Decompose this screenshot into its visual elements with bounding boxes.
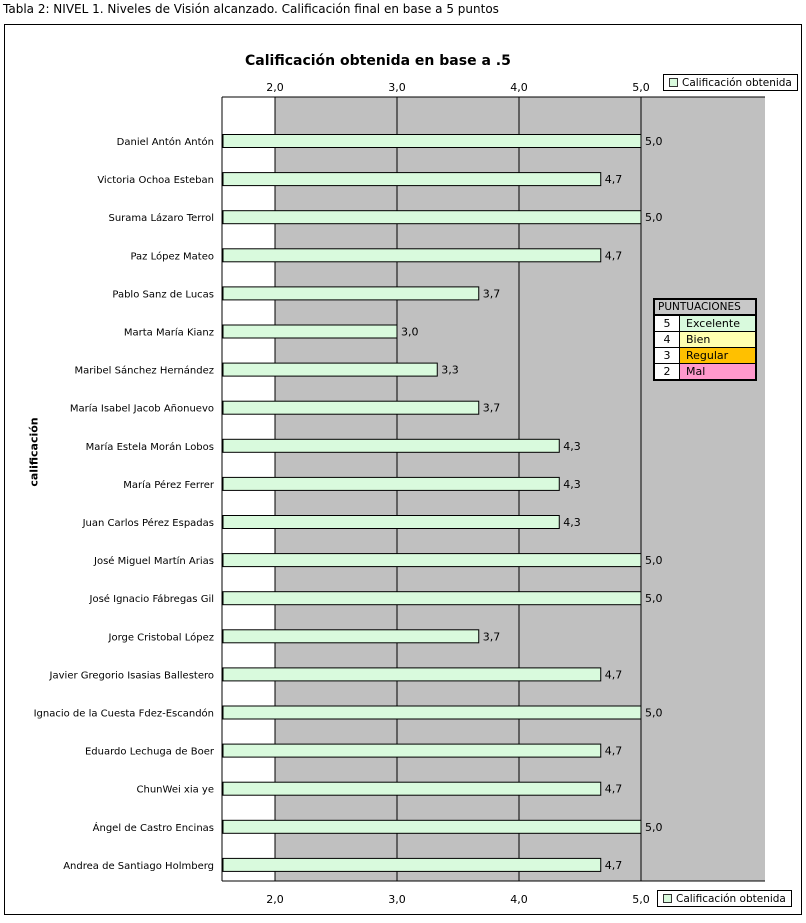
bar [223, 630, 479, 643]
category-label: Jorge Cristobal López [108, 632, 214, 644]
bar [223, 325, 397, 338]
bar-value-label: 4,7 [604, 858, 623, 872]
puntuaciones-num: 4 [655, 332, 680, 347]
bar-value-label: 3,7 [482, 630, 501, 644]
bar [223, 820, 641, 833]
bar-value-label: 4,3 [563, 516, 581, 529]
bar [223, 592, 641, 605]
category-label: Pablo Sanz de Lucas [112, 289, 214, 301]
bar-value-label: 4,7 [604, 173, 623, 187]
x-tick-label-top: 5,0 [632, 81, 650, 94]
puntuaciones-table [653, 298, 757, 381]
category-label: Javier Gregorio Isasias Ballestero [49, 670, 214, 682]
chart-title: Calificación obtenida en base a .5 [245, 53, 511, 69]
bar-value-label: 4,3 [563, 439, 581, 453]
puntuaciones-num: 3 [655, 348, 680, 363]
bar [223, 135, 641, 148]
bar [223, 287, 479, 300]
x-tick-label-bottom: 3,0 [388, 893, 406, 906]
puntuaciones-row [655, 347, 755, 363]
bar-value-label: 4,7 [604, 782, 623, 796]
bar [223, 439, 559, 452]
bar [223, 554, 641, 567]
category-label: Marta María Kianz [123, 327, 214, 339]
category-label: Daniel Antón Antón [116, 137, 214, 148]
puntuaciones-row [655, 331, 755, 347]
bar-value-label: 4,3 [563, 477, 581, 491]
category-label: Juan Carlos Pérez Espadas [82, 518, 214, 529]
bar-value-label: 3,3 [441, 363, 459, 377]
bar-value-label: 5,0 [645, 592, 663, 606]
x-tick-label-bottom: 5,0 [632, 893, 650, 906]
puntuaciones-title: PUNTUACIONES [655, 300, 755, 315]
category-label: María Pérez Ferrer [123, 479, 214, 491]
bar [223, 668, 601, 681]
bar-value-label: 3,0 [401, 325, 419, 339]
y-axis-label: calificación [27, 417, 41, 487]
puntuaciones-num: 5 [655, 316, 680, 331]
category-label: Ángel de Castro Encinas [92, 822, 214, 834]
category-label: Ignacio de la Cuesta Fdez-Escandón [33, 708, 214, 720]
puntuaciones-row [655, 315, 755, 331]
bar-value-label: 5,0 [645, 706, 663, 720]
x-tick-label-top: 2,0 [266, 81, 284, 94]
x-tick-label-bottom: 4,0 [510, 893, 528, 906]
bar-value-label: 5,0 [645, 820, 663, 834]
bar [223, 401, 479, 414]
puntuaciones-row [655, 363, 755, 379]
puntuaciones-label: Mal [680, 364, 755, 379]
legend-label: Calificación obtenida [682, 76, 792, 89]
bar-value-label: 4,7 [604, 744, 623, 758]
category-label: Maribel Sánchez Hernández [74, 365, 214, 377]
bar-value-label: 3,7 [482, 287, 501, 301]
bar-value-label: 5,0 [645, 211, 663, 225]
puntuaciones-label: Bien [680, 332, 755, 347]
bar [223, 249, 601, 262]
legend-label: Calificación obtenida [676, 892, 786, 905]
category-label: José Miguel Martín Arias [94, 556, 214, 568]
bar [223, 211, 641, 224]
category-label: Paz López Mateo [130, 251, 214, 263]
x-tick-label-bottom: 2,0 [266, 893, 284, 906]
x-tick-label-top: 3,0 [388, 81, 406, 94]
bar [223, 516, 559, 529]
category-label: Victoria Ochoa Esteban [97, 175, 214, 187]
bar-value-label: 3,7 [482, 401, 501, 415]
bar-value-label: 5,0 [645, 135, 663, 148]
bar [223, 744, 601, 757]
puntuaciones-num: 2 [655, 364, 680, 379]
category-label: Andrea de Santiago Holmberg [63, 860, 214, 872]
category-label: María Estela Morán Lobos [85, 441, 214, 453]
x-tick-label-top: 4,0 [510, 81, 528, 94]
category-label: Eduardo Lechuga de Boer [84, 746, 214, 758]
bar [223, 858, 601, 871]
bar-value-label: 5,0 [645, 554, 663, 568]
category-label: María Isabel Jacob Añonuevo [69, 403, 214, 415]
table-caption: Tabla 2: NIVEL 1. Niveles de Visión alcanzado. Calificación final en base a 5 puntos [3, 2, 499, 16]
bar [223, 477, 559, 490]
puntuaciones-label: Excelente [680, 316, 755, 331]
bar [223, 363, 437, 376]
puntuaciones-label: Regular [680, 348, 755, 363]
category-label: José Ignacio Fábregas Gil [89, 594, 214, 606]
bar-value-label: 4,7 [604, 249, 623, 263]
bar [223, 782, 601, 795]
category-label: ChunWei xia ye [136, 784, 214, 796]
category-label: Surama Lázaro Terrol [108, 213, 214, 225]
bar [223, 173, 601, 186]
bar-value-label: 4,7 [604, 668, 623, 682]
bar [223, 706, 641, 719]
